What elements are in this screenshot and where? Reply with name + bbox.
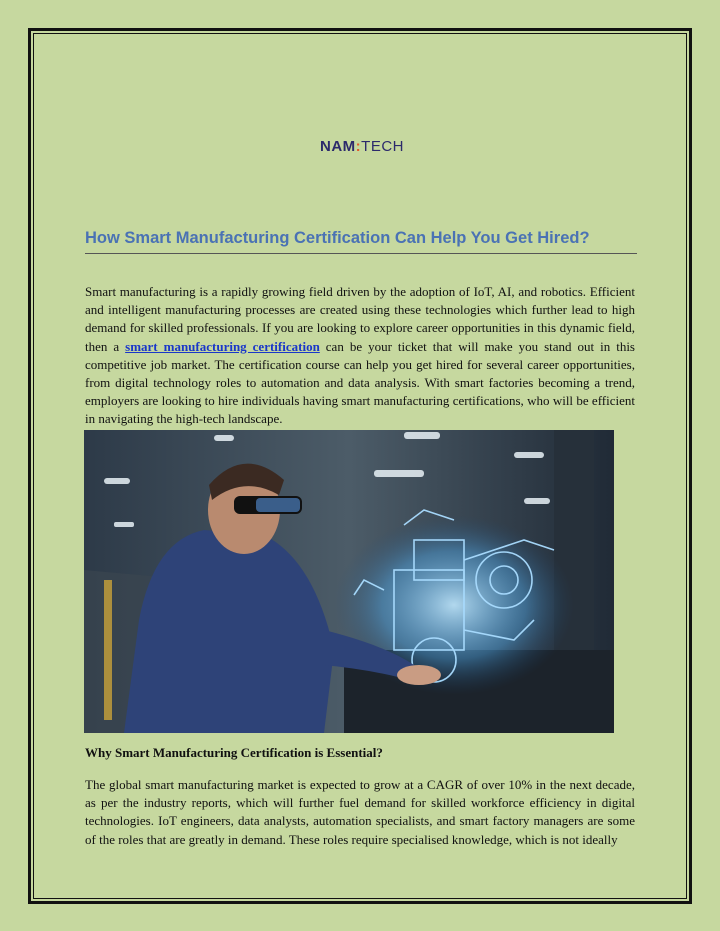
- body-paragraph: The global smart manufacturing market is expected to grow at a CAGR of over 10% in the next decade, as per the industry reports, which will further fuel demand for skilled workforce efficiency in digital technologies. IoT engineers, data analysts, automation specialists, and smart factory managers are some of the roles that are greatly in demand. These roles require specialised knowledge, which is not ideally: [85, 777, 635, 847]
- article-photo: [84, 430, 614, 733]
- section-subheading: Why Smart Manufacturing Certification is Essential?: [85, 745, 383, 760]
- intro-text-after: can be your ticket that will make you stand out in this competitive job market. The certification course can help you get hired for several career opportunities, from digital technology roles to automation and data analysis. With smart factories becoming a trend, employers are looking to hire individuals having smart manufacturing certifications, who will be efficient in navigating the high-tech landscape.: [85, 338, 635, 427]
- certification-link[interactable]: smart manufacturing certification: [125, 338, 320, 354]
- namtech-logo: [320, 138, 404, 155]
- logo-colon: :: [355, 138, 362, 155]
- logo-tech: TECH: [361, 138, 405, 155]
- intro-text-before: Smart manufacturing is a rapidly growing field driven by the adoption of IoT, AI, and robotics. Efficient and intelligent manufacturing processes are created using these technologies which further lead to high demand for skilled professionals. If you are looking to explore career opportunities in this dynamic field, then a: [85, 284, 635, 354]
- article-title: How Smart Manufacturing Certification Can Help You Get Hired?: [85, 229, 637, 254]
- logo-brand: NAM: [320, 138, 356, 155]
- intro-paragraph: [85, 283, 635, 429]
